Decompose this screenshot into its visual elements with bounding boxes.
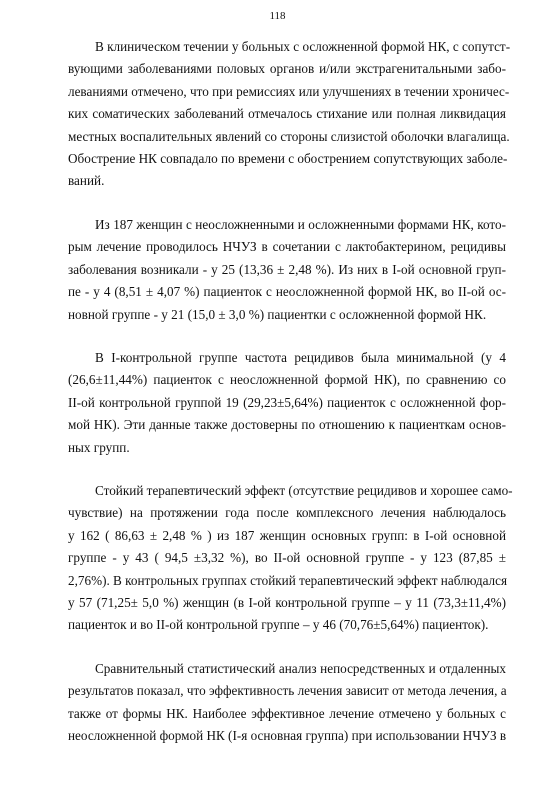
- text-line: 2,76%). В контрольных группах стойкий терапевтический эффект наблюдался: [68, 572, 508, 588]
- text-line: рым лечение проводилось НЧУЗ в сочетании с лактобактерином, рецидивы: [68, 239, 506, 255]
- paragraph-clinical-course: [68, 36, 511, 193]
- text-line: ваний.: [68, 173, 105, 189]
- text-line: ких соматических заболеваний отмечалось стихание или полная ликвидация: [68, 106, 506, 122]
- text-line: группе - у 43 ( 94,5 ±3,32 %), во II-ой основной группе - у 123 (87,85 ±: [68, 550, 506, 566]
- paragraph-control-groups: [68, 347, 506, 459]
- text-line: неосложненной формой НК (I-я основная группа) при использовании НЧУЗ в: [68, 728, 507, 744]
- text-line: пе - у 4 (8,51 ± 4,07 %) пациенток с неосложненной формой НК, во II-ой ос-: [68, 284, 506, 300]
- text-line: Обострение НК совпадало по времени с обострением сопутствующих заболе-: [68, 150, 508, 166]
- page-number: 118: [269, 10, 286, 22]
- paragraph-relapse-main-groups: [68, 214, 506, 326]
- text-line: вующими заболеваниями половых органов и/или экстрагенитальными забо-: [68, 61, 506, 77]
- text-line: ных групп.: [68, 439, 130, 455]
- text-line: чувствие) на протяжении года после комплексного лечения наблюдалось: [68, 505, 506, 521]
- paragraph-comparative-analysis: [68, 658, 506, 748]
- text-line: у 57 (71,25± 5,0 %) женщин (в I-ой контрольной группе – у 11 (73,3±11,4%): [68, 594, 506, 610]
- text-line: у 162 ( 86,63 ± 2,48 % ) из 187 женщин основных групп: в I-ой основной: [68, 527, 506, 543]
- text-line: Из 187 женщин с неосложненными и осложненными формами НК, кото-: [95, 217, 506, 232]
- text-line: Стойкий терапевтический эффект (отсутствие рецидивов и хорошее само-: [95, 483, 513, 498]
- text-line: результатов показал, что эффективность лечения зависит от метода лечения, а: [68, 683, 507, 699]
- text-line: пациенток и во II-ой контрольной группе – у 46 (70,76±5,64%) пациенток).: [68, 617, 489, 633]
- text-line: леваниями отмечено, что при ремиссиях или улучшениях в течении хроничес-: [68, 83, 510, 99]
- text-line: (26,6±11,44%) пациенток с неосложненной формой НК), по сравнению со: [68, 372, 506, 388]
- text-line: мой НК). Эти данные также достоверны по отношению к пациенткам основ-: [68, 417, 506, 433]
- text-line: местных воспалительных явлений со стороны слизистой оболочки влагалища.: [68, 128, 510, 144]
- text-line: В I-контрольной группе частота рецидивов была минимальной (у 4: [95, 350, 506, 365]
- text-line: Сравнительный статистический анализ непосредственных и отдаленных: [95, 661, 506, 676]
- text-line: II-ой контрольной группой 19 (29,23±5,64%) пациенток с осложненной фор-: [68, 394, 506, 410]
- text-line: новной группе - у 21 (15,0 ± 3,0 %) пациентки с осложненной формой НК.: [68, 306, 487, 322]
- text-line: также от формы НК. Наиболее эффективное лечение отмечено у больных с: [68, 705, 506, 721]
- text-line: В клиническом течении у больных с осложненной формой НК, с сопутст-: [95, 39, 511, 54]
- paragraph-stable-effect: [68, 480, 513, 637]
- text-line: заболевания возникали - у 25 (13,36 ± 2,48 %). Из них в I-ой основной груп-: [68, 261, 506, 277]
